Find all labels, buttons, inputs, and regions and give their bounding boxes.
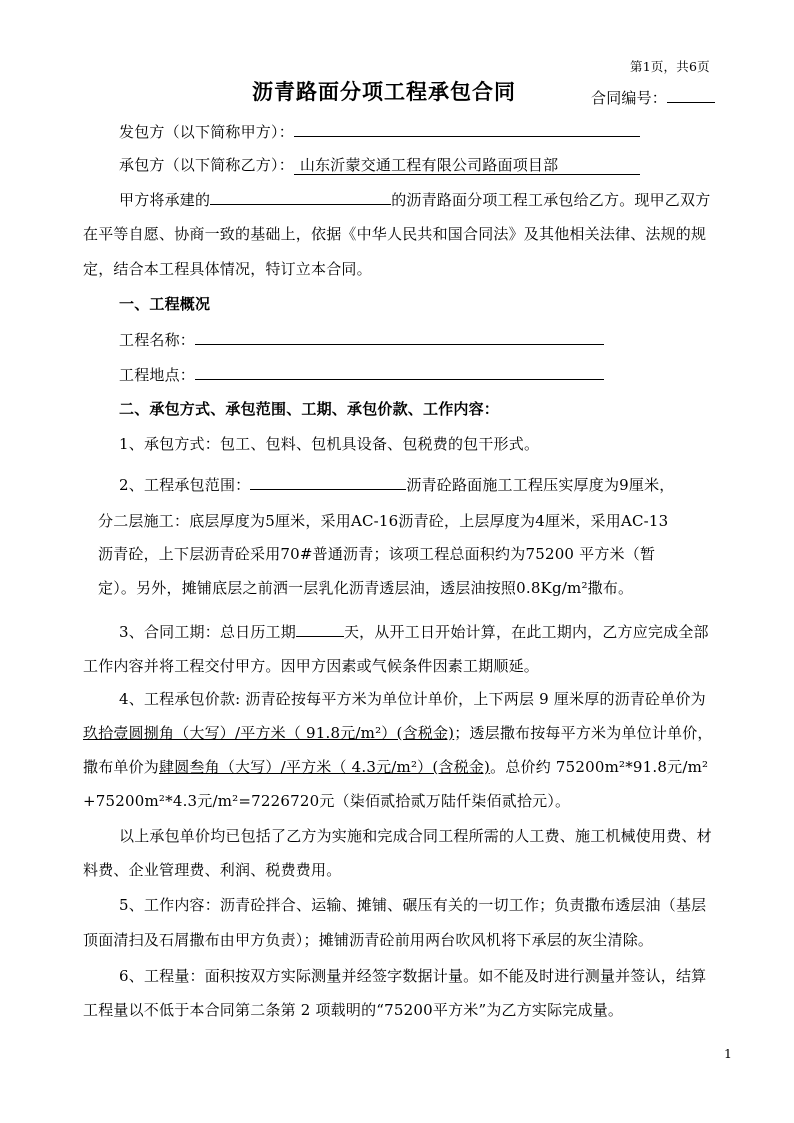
project-name-row xyxy=(119,329,604,350)
project-location-field xyxy=(195,364,604,380)
item2-line-1: 2、工程承包范围： 沥青砼路面施工工程压实厚度为9厘米， xyxy=(119,476,675,494)
item4-line-4: +75200m²*4.3元/m²=7226720元（柒佰贰拾贰万陆仟柒佰贰拾元）。 xyxy=(83,792,571,810)
section2-heading: 二、承包方式、承包范围、工期、承包价款、工作内容： xyxy=(119,400,500,418)
asphalt-unit-price: 玖拾壹圆捌角（大写）/平方米（ 91.8元/m²）(含税金) xyxy=(83,724,455,742)
duration-blank xyxy=(296,621,344,637)
scope-blank xyxy=(250,474,406,490)
page-indicator: 第1页，共6页 xyxy=(630,59,710,74)
intro-line-1: 甲方将承建的 的沥青路面分项工程工承包给乙方。现甲乙双方 xyxy=(119,191,711,209)
project-name-blank xyxy=(210,189,391,205)
item2-line-3: 沥青砼，上下层沥青砼采用70#普通沥青；该项工程总面积约为75200 平方米（暂 xyxy=(98,545,656,563)
project-location-row xyxy=(119,364,604,385)
item5-line-2: 顶面清扫及石屑撒布由甲方负责）；摊铺沥青砼前用两台吹风机将下承层的灰尘清除。 xyxy=(83,931,654,949)
item2-line-2: 分二层施工：底层厚度为5厘米，采用AC-16沥青砼，上层厚度为4厘米，采用AC-13 xyxy=(98,512,669,530)
item1: 1、承包方式：包工、包料、包机具设备、包税费的包干形式。 xyxy=(119,435,540,453)
contract-number-label: 合同编号： xyxy=(591,89,668,107)
party-a-blank xyxy=(294,121,640,137)
party-b-value: 山东沂蒙交通工程有限公司路面项目部 xyxy=(294,156,640,175)
item4-line-3: 撒布单价为肆圆叁角（大写）/平方米（ 4.3元/m²）(含税金)。总价约 75200m²*91.8元/m² xyxy=(83,758,709,776)
project-location-label: 工程地点： xyxy=(119,366,196,384)
intro-line-3: 定，结合本工程具体情况，特订立本合同。 xyxy=(83,260,372,278)
party-a-label: 发包方（以下简称甲方）： xyxy=(119,123,294,141)
item6-line-1: 6、工程量：面积按双方实际测量并经签字数据计量。如不能及时进行测量并签认，结算 xyxy=(119,967,707,985)
project-name-field xyxy=(195,329,604,345)
prime-coat-unit-price: 肆圆叁角（大写）/平方米（ 4.3元/m²）(含税金) xyxy=(159,758,491,776)
item2-line-4: 定）。另外，摊铺底层之前洒一层乳化沥青透层油，透层油按照0.8Kg/m²撒布。 xyxy=(98,579,634,597)
party-b xyxy=(119,155,640,175)
intro-line-2: 在平等自愿、协商一致的基础上，依据《中华人民共和国合同法》及其他相关法律、法规的规 xyxy=(83,225,707,243)
note-line-1: 以上承包单价均已包括了乙方为实施和完成合同工程所需的人工费、施工机械使用费、材 xyxy=(119,827,712,845)
item4-line-1: 4、工程承包价款: 沥青砼按每平方米为单位计单价，上下两层 9 厘米厚的沥青砼单价为 xyxy=(119,690,706,708)
contract-number-blank xyxy=(667,87,715,103)
item3-line-1: 3、合同工期：总日历工期 天，从开工日开始计算，在此工期内，乙方应完成全部 xyxy=(119,623,709,641)
document-title: 沥青路面分项工程承包合同 xyxy=(252,79,516,104)
party-a xyxy=(119,121,640,142)
item5-line-1: 5、工作内容：沥青砼拌合、运输、摊铺、碾压有关的一切工作；负责撒布透层油（基层 xyxy=(119,896,707,914)
page-number: 1 xyxy=(724,1046,733,1061)
contract-number xyxy=(591,87,715,108)
party-b-label: 承包方（以下简称乙方）： xyxy=(119,156,294,174)
project-name-label: 工程名称： xyxy=(119,331,196,349)
item4-line-2: 玖拾壹圆捌角（大写）/平方米（ 91.8元/m²）(含税金)；透层撒布按每平方米为单位计单价， xyxy=(83,724,713,742)
section1-heading: 一、工程概况 xyxy=(119,295,211,313)
note-line-2: 料费、企业管理费、利润、税费费用。 xyxy=(83,861,342,879)
item6-line-2: 工程量以不低于本合同第二条第 2 项载明的“75200平方米”为乙方实际完成量。 xyxy=(83,1001,624,1019)
item3-line-2: 工作内容并将工程交付甲方。因甲方因素或气候条件因素工期顺延。 xyxy=(83,657,540,675)
